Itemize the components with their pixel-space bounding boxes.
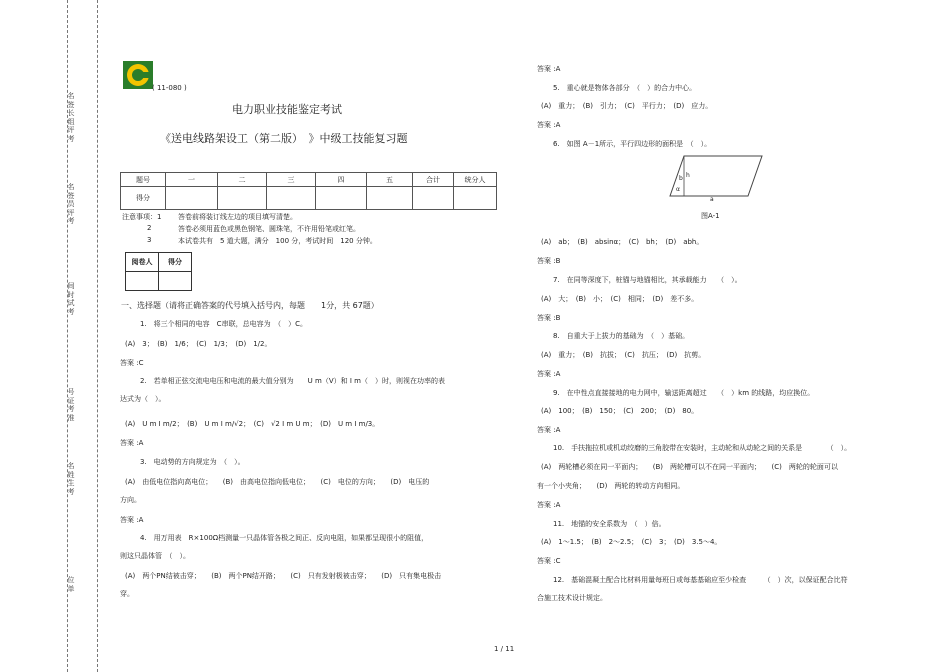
question-line: 答案 :A (537, 426, 561, 434)
question-line: 答案 :C (537, 557, 561, 565)
section-heading: 一、选择题（请将正确答案的代号填入括号内，每题 1分，共 67题） (121, 301, 379, 310)
reviewer-table (125, 252, 192, 291)
question-line: 8. 自重大于上拔力的基础为 （ ）基础。 (553, 332, 690, 340)
question-line: (A) ab； (B) absinα； (C) bh； (D) abh。 (541, 238, 704, 246)
paper-code: ( 11-080 ) (152, 84, 187, 92)
score-cell[interactable] (267, 187, 316, 210)
question-line: 2. 若单相正弦交流电电压和电流的最大值分别为 U m（V）和 I m（ ）时，则视在功率的表 (140, 377, 445, 385)
question-line: (A) 大； (B) 小； (C) 相同； (D) 差不多。 (541, 295, 699, 303)
question-line: 答案 :A (537, 65, 561, 73)
figure-label-b: b (679, 175, 683, 182)
binding-field-unit: 位单 (67, 576, 75, 593)
binding-field-reviewer-sign: 名签长组评考 (67, 92, 75, 143)
reviewer-cell[interactable] (126, 272, 159, 291)
score-table (120, 172, 497, 210)
score-header-cell: 五 (367, 173, 413, 187)
binding-field-admission-number: 号证考准 (67, 388, 75, 422)
question-line: (A) 由低电位指向高电位； (B) 由高电位指向低电位； (C) 电位的方向； (D) 电压的 (125, 478, 430, 486)
score-cell[interactable] (218, 187, 267, 210)
binding-field-examiner-sign: 名签员评考 (67, 183, 75, 225)
figure-label-alpha: α (676, 186, 680, 193)
page-number: 1 / 11 (494, 645, 515, 653)
question-line: 则这只晶体管 （ ）。 (120, 552, 190, 560)
score-header-cell: 三 (267, 173, 316, 187)
note-text: 答卷必须用蓝色或黑色钢笔、圆珠笔，不许用铅笔或红笔。 (178, 225, 360, 233)
score-header-cell: 二 (218, 173, 267, 187)
question-line: 11. 地锚的安全系数为 （ ）倍。 (553, 520, 666, 528)
question-line: 7. 在同等深度下，桩锚与地锚相比，其承载能力 （ ）。 (553, 276, 742, 284)
score-cell[interactable] (367, 187, 413, 210)
reviewer-score-cell[interactable] (159, 272, 192, 291)
figure-label-h: h (686, 172, 690, 179)
logo (123, 61, 153, 89)
question-line: 1. 将三个相同的电容 C串联，总电容为 （ ）C。 (140, 320, 307, 328)
question-line: 答案 :A (537, 370, 561, 378)
question-line: 答案 :B (537, 257, 561, 265)
binding-line-inner (97, 0, 98, 672)
score-header-cell: 合计 (413, 173, 454, 187)
question-line: (A) 两个PN结被击穿； (B) 两个PN结开路； (C) 只有发射极被击穿； (D) 只有集电极击 (125, 572, 442, 580)
note-text: 答卷前将装订线左边的项目填写清楚。 (178, 213, 297, 221)
score-cell[interactable] (316, 187, 367, 210)
question-line: 4. 用万用表 R×100Ω档测量一只晶体管各极之间正、反向电阻，如果都呈现很小的阻值， (140, 534, 429, 542)
question-line: 9. 在中性点直接接地的电力网中，输送距离超过 （ ）km 的线路，均应换位。 (553, 389, 815, 397)
question-line: 合施工技术设计规定。 (537, 594, 607, 602)
question-line: 穿。 (120, 590, 134, 598)
score-header-cell: 统分人 (454, 173, 497, 187)
score-header-cell: 四 (316, 173, 367, 187)
question-line: 6. 如图 A－1所示，平行四边形的面积是 （ ）。 (553, 140, 712, 148)
figure-label-a: a (710, 196, 714, 203)
exam-subtitle: 《送电线路架设工（第二版） 》中级工技能复习题 (160, 132, 408, 145)
figure-caption: 图A-1 (701, 212, 720, 220)
question-line: 3. 电动势的方向规定为 （ ）。 (140, 458, 245, 466)
score-cell[interactable] (413, 187, 454, 210)
question-line: 5. 重心就是物体各部分 （ ）的合力中心。 (553, 84, 697, 92)
question-line: 答案 :A (120, 439, 144, 447)
score-cell[interactable] (454, 187, 497, 210)
score-row-label: 得分 (121, 187, 166, 210)
note-num: 3 (147, 236, 152, 244)
question-line: (A) 重力； (B) 抗拔； (C) 抗压； (D) 抗剪。 (541, 351, 706, 359)
note-num: 2 (147, 224, 152, 232)
reviewer-label: 阅卷人 (126, 253, 159, 272)
question-line: 答案 :A (537, 121, 561, 129)
question-line: (A) 两轮槽必须在同一平面内； (B) 两轮槽可以不在同一平面内； (C) 两轮的轮面可以 (541, 463, 838, 471)
question-line: (A) 1～1.5； (B) 2～2.5； (C) 3； (D) 3.5～4。 (541, 538, 722, 546)
question-line: 有一个小夹角； (D) 两轮的转动方向相同。 (537, 482, 685, 490)
score-header-cell: 一 (166, 173, 218, 187)
note-num: 注意事项：1 (122, 213, 162, 221)
score-cell[interactable] (166, 187, 218, 210)
question-line: 10. 手扶拖拉机或机动绞磨的三角胶带在安装时，主动轮和从动轮之间的关系是 （ ）。 (553, 444, 852, 452)
note-text: 本试卷共有 5 道大题，满分 100 分，考试时间 120 分钟。 (178, 237, 377, 245)
question-line: (A) U m I m/2； (B) U m I m/√2； (C) √2 I m U m； (D) U m I m/3。 (125, 420, 380, 428)
question-line: 12. 基础混凝土配合比材料用量每班日或每基基础应至少检查 （ ）次，以保证配合比符 (553, 576, 848, 584)
binding-field-exam-time: 间时试考 (67, 282, 75, 316)
score-header-cell: 题号 (121, 173, 166, 187)
question-line: 答案 :B (537, 314, 561, 322)
question-line: (A) 3； (B) 1/6； (C) 1/3； (D) 1/2。 (125, 340, 272, 348)
question-line: 答案 :A (537, 501, 561, 509)
reviewer-score-label: 得分 (159, 253, 192, 272)
question-line: (A) 重力； (B) 引力； (C) 平行力； (D) 应力。 (541, 102, 713, 110)
question-line: 方向。 (120, 496, 141, 504)
question-line: (A) 100； (B) 150； (C) 200； (D) 80。 (541, 407, 699, 415)
exam-title: 电力职业技能鉴定考试 (232, 103, 342, 116)
question-line: 答案 :C (120, 359, 144, 367)
question-line: 达式为（ ）。 (120, 395, 166, 403)
question-line: 答案 :A (120, 516, 144, 524)
binding-field-candidate-name: 名姓生考 (67, 462, 75, 496)
